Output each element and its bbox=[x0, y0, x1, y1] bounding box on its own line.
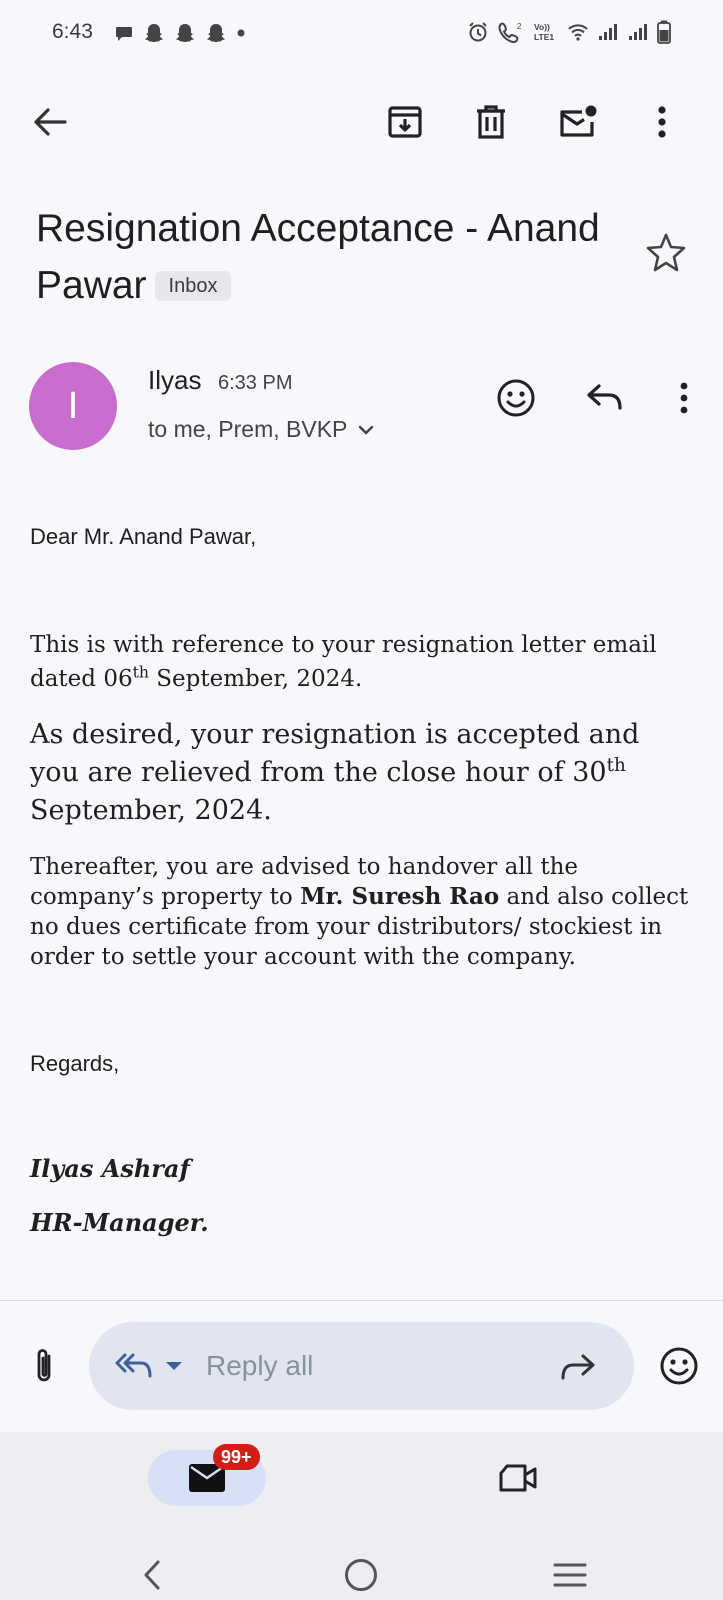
alarm-icon bbox=[467, 21, 489, 43]
greeting: Dear Mr. Anand Pawar, bbox=[30, 524, 257, 549]
reply-all-field[interactable] bbox=[89, 1322, 634, 1410]
bottom-navigation bbox=[0, 1432, 723, 1600]
message-more-button[interactable] bbox=[660, 374, 708, 422]
snapchat-ghost-icon bbox=[143, 22, 165, 44]
forward-icon[interactable] bbox=[559, 1352, 597, 1382]
more-vert-icon bbox=[678, 381, 690, 415]
video-camera-icon bbox=[498, 1463, 538, 1493]
archive-button[interactable] bbox=[381, 98, 429, 146]
signature-title: HR-Manager. bbox=[30, 1208, 209, 1237]
home-circle-icon bbox=[343, 1557, 379, 1593]
system-recents-button[interactable] bbox=[540, 1550, 600, 1600]
back-arrow-icon bbox=[33, 107, 67, 137]
dot-icon bbox=[236, 28, 246, 38]
sender-name: Ilyas bbox=[148, 365, 202, 395]
notification-icons bbox=[114, 22, 246, 44]
emoji-icon bbox=[659, 1346, 699, 1386]
signal-icon bbox=[597, 22, 619, 42]
system-home-button[interactable] bbox=[331, 1550, 391, 1600]
closing: Regards, bbox=[30, 1051, 120, 1076]
body-paragraph-1: This is with reference to your resignation letter email dated 06th September, 2024. bbox=[30, 632, 657, 692]
call-icon bbox=[497, 21, 525, 43]
emoji-button[interactable] bbox=[655, 1342, 703, 1390]
body-paragraph-2: As desired, your resignation is accepted and you are relieved from the close hour of 30th September, 2024. bbox=[30, 719, 640, 826]
dropdown-caret-icon[interactable] bbox=[164, 1360, 184, 1372]
back-chevron-icon bbox=[140, 1558, 164, 1592]
subject-text: Resignation Acceptance - Anand Pawar bbox=[36, 207, 600, 307]
call-sub-text: 2 bbox=[517, 22, 522, 31]
mark-unread-icon bbox=[558, 104, 598, 140]
system-status-icons bbox=[467, 20, 671, 44]
svg-text:LTE1: LTE1 bbox=[534, 32, 555, 42]
star-button[interactable] bbox=[644, 230, 688, 274]
chat-bubble-icon bbox=[114, 23, 134, 43]
reply-placeholder: Reply all bbox=[206, 1350, 314, 1381]
sender-avatar[interactable]: I bbox=[29, 362, 117, 450]
inbox-label-badge[interactable]: Inbox bbox=[155, 271, 232, 301]
recipients-text: to me, Prem, BVKP bbox=[148, 416, 348, 442]
archive-icon bbox=[387, 104, 423, 140]
reply-button[interactable] bbox=[581, 374, 629, 422]
top-toolbar bbox=[0, 90, 723, 160]
signature-name: Ilyas Ashraf bbox=[30, 1154, 190, 1183]
status-bar bbox=[0, 0, 723, 68]
reply-all-icon bbox=[113, 1351, 153, 1381]
delete-button[interactable] bbox=[467, 98, 515, 146]
emoji-icon bbox=[496, 378, 536, 418]
mark-unread-button[interactable] bbox=[554, 98, 602, 146]
star-icon bbox=[644, 230, 688, 274]
meet-tab[interactable] bbox=[490, 1454, 546, 1502]
add-reaction-button[interactable] bbox=[492, 374, 540, 422]
signal-icon bbox=[627, 22, 649, 42]
svg-text:Vo)): Vo)) bbox=[534, 22, 550, 32]
attachment-icon bbox=[32, 1347, 56, 1385]
volte-icon bbox=[533, 21, 559, 43]
snapchat-ghost-icon bbox=[205, 22, 227, 44]
status-time: 6:43 bbox=[52, 20, 93, 43]
attach-button[interactable] bbox=[20, 1342, 68, 1390]
more-vert-icon bbox=[656, 105, 668, 139]
sent-time: 6:33 PM bbox=[218, 372, 293, 394]
snapchat-ghost-icon bbox=[174, 22, 196, 44]
reply-icon bbox=[585, 381, 625, 415]
body-paragraph-3: Thereafter, you are advised to handover all the company’s property to Mr. Suresh Rao and also collect no dues certificate from your distributors/ stockiest in order to settle your account with the company. bbox=[30, 854, 689, 970]
wifi-icon bbox=[567, 22, 589, 42]
unread-count-badge: 99+ bbox=[213, 1444, 260, 1470]
recipients-toggle[interactable] bbox=[148, 416, 375, 443]
divider bbox=[0, 1300, 723, 1301]
back-button[interactable] bbox=[26, 98, 74, 146]
system-back-button[interactable] bbox=[122, 1550, 182, 1600]
recents-icon bbox=[552, 1560, 588, 1590]
more-options-button[interactable] bbox=[638, 98, 686, 146]
email-subject bbox=[36, 200, 626, 314]
battery-icon bbox=[657, 20, 671, 44]
delete-icon bbox=[474, 104, 508, 140]
chevron-down-icon bbox=[357, 424, 375, 436]
